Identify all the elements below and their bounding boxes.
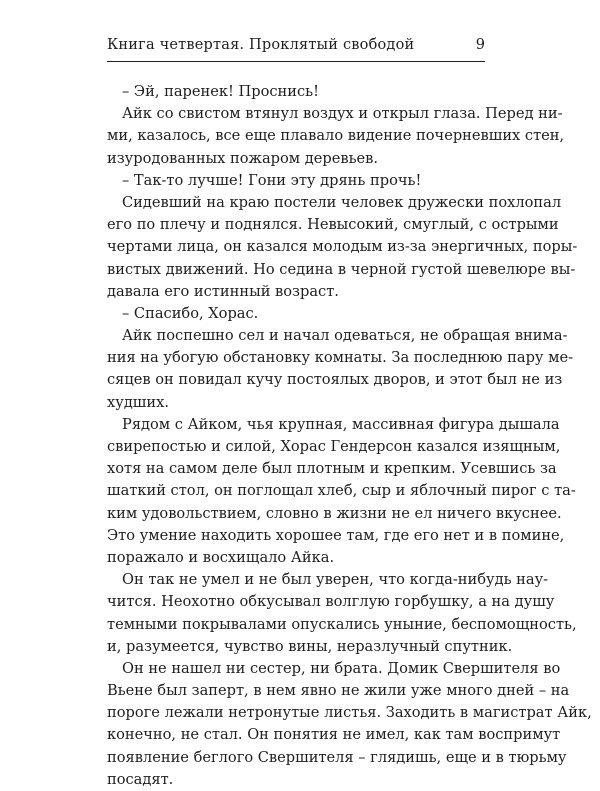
text-line: Он не нашел ни сестер, ни брата. Домик Свершителя во [122, 659, 561, 677]
text-line: давала его истинный возраст. [107, 282, 339, 300]
text-line: Это умение находить хорошее там, где его нет и в помине, [107, 526, 565, 544]
text-line: появление беглого Свершителя – глядишь, еще и в тюрьму [107, 748, 567, 766]
text-line: Он так не умел и не был уверен, что когда-нибудь нау- [122, 571, 549, 589]
text-line: темными покрывалами опускались уныние, беспомощность, [107, 615, 577, 633]
text-line: – Эй, паренек! Проснись! [122, 83, 319, 100]
text-line: ким удовольствием, словно в жизни не ел ничего вкуснее. [107, 504, 562, 522]
text-line: изуродованных пожаром деревьев. [107, 149, 379, 167]
text-line: вистых движений. Но седина в черной густой шевелюре вы- [107, 260, 576, 278]
text-line: свирепостью и силой, Хорас Гендерсон казался изящным, [107, 438, 561, 455]
text-line: его по плечу и поднялся. Невысокий, смуглый, с острыми [107, 216, 559, 234]
text-line: – Так-то лучше! Гони эту дрянь прочь! [122, 171, 422, 189]
text-line: Айк поспешно сел и начал одеваться, не обращая внима- [122, 327, 568, 345]
text-line: Вьене был заперт, в нем явно не жили уже много дней – на [107, 682, 570, 700]
text-line: конечно, не стал. Он понятия не имел, как там воспримут [107, 726, 561, 744]
text-line: сяцев он повидал кучу постоялых дворов, и этот был не из [107, 371, 563, 389]
text-line: Сидевший на краю постели человек дружески похлопал [122, 193, 562, 211]
text-line: – Спасибо, Хорас. [122, 304, 259, 322]
text-line: пороге лежали нетронутые листья. Заходить в магистрат Айк, [107, 704, 592, 722]
text-line: чится. Неохотно обкусывал волглую горбушку, а на душу [107, 593, 555, 611]
text-line: худших. [107, 393, 169, 411]
text-line: посадят. [107, 770, 174, 788]
header-rule [107, 61, 485, 62]
text-line: ния на убогую обстановку комнаты. За последнюю пару ме- [107, 349, 574, 367]
text-line: шаткий стол, он поглощал хлеб, сыр и яблочный пирог с та- [107, 482, 576, 500]
text-line: Рядом с Айком, чья крупная, массивная фигура дышала [122, 415, 560, 433]
page-header [107, 32, 485, 56]
page-number: 9 [475, 37, 485, 53]
text-line: чертами лица, он казался молодым из-за энергичных, поры- [107, 238, 578, 256]
text-body [107, 81, 592, 791]
running-title: Книга четвертая. Проклятый свободой [107, 37, 415, 53]
text-line: ми, казалось, все еще плавало видение почерневших стен, [107, 127, 565, 145]
text-line: и, разумеется, чувство вины, неразлучный спутник. [107, 637, 513, 655]
text-line: поражало и восхищало Айка. [107, 548, 335, 566]
text-line: хотя на самом деле был плотным и крепким. Усевшись за [107, 460, 557, 478]
text-line: Айк со свистом втянул воздух и открыл глаза. Перед ни- [122, 105, 563, 123]
